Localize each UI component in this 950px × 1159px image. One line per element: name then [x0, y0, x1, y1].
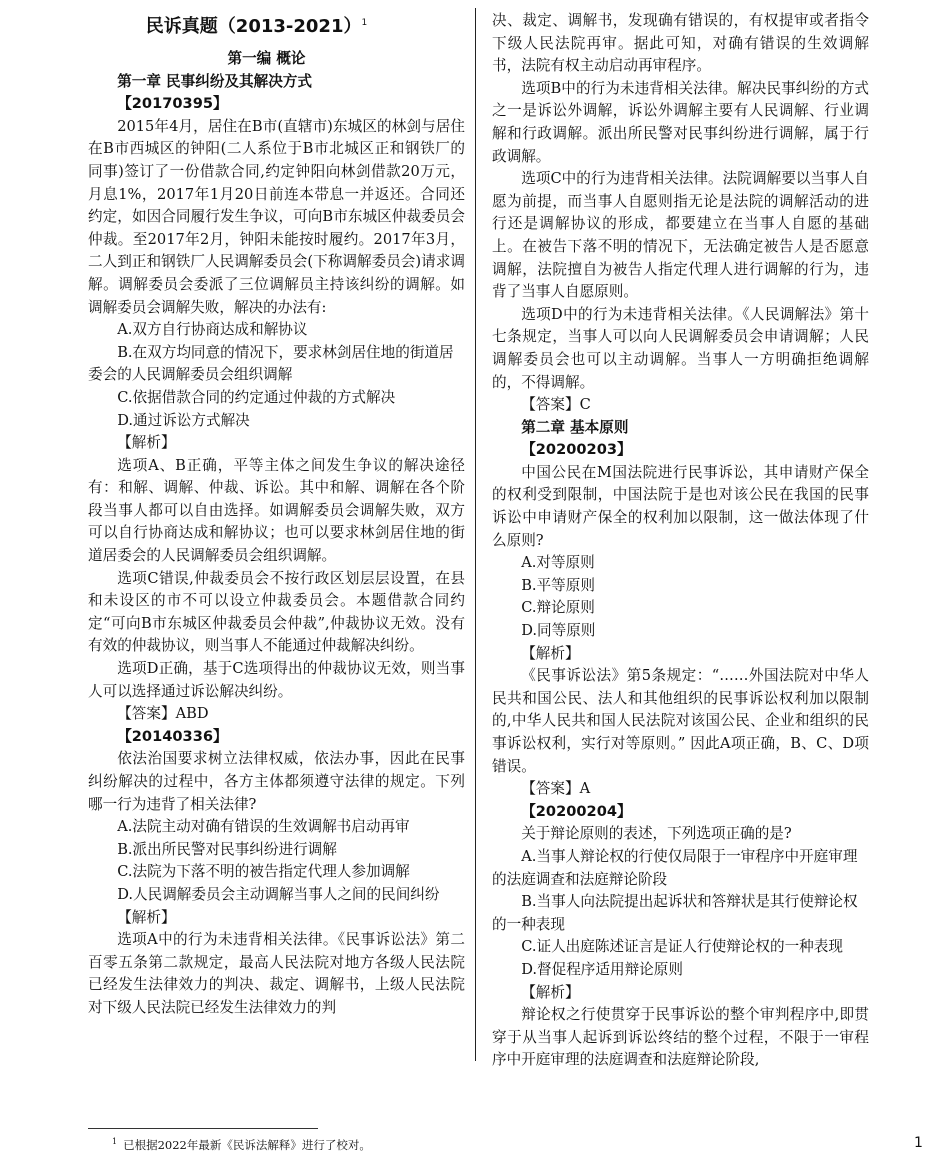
document-title: 民诉真题（2013-2021）$^1$	[145, 16, 368, 37]
option: A.双方自行协商达成和解协议	[117, 321, 308, 339]
left-column	[88, 10, 465, 1020]
analysis-paragraph: 选项D正确，基于C选项得出的仲裁协议无效，则当事人可以选择通过诉讼解决纠纷。	[88, 660, 465, 700]
analysis-paragraph: 《民事诉讼法》第5条规定：“……外国法院对中华人民共和国公民、法人和其他组织的民事诉讼权利加以限制的,中华人民共和国人民法院对该国公民、企业和组织的民事诉讼权利，实行对等原则。” 因此A项正确，B、C、D项错误。	[492, 667, 869, 775]
question-id: 【20200204】	[521, 802, 632, 820]
analysis-paragraph-continued: 决、裁定、调解书，发现确有错误的，有权提审或者指令下级人民法院再审。据此可知，对确有错误的生效调解书，法院有权主动启动再审程序。	[492, 12, 869, 75]
part-title: 第一编 概论	[227, 50, 306, 67]
analysis-label: 【解析】	[521, 644, 580, 662]
question-stem: 中国公民在M国法院进行民事诉讼，其申请财产保全的权利受到限制，中国法院于是也对该公民在我国的民事诉讼中申请财产保全的权利加以限制，这一做法体现了什么原则?	[492, 463, 869, 549]
option: D.人民调解委员会主动调解当事人之间的民间纠纷	[117, 885, 440, 903]
footnote-text: 已根据2022年最新《民诉法解释》进行了校对。	[123, 1137, 371, 1152]
option: C.法院为下落不明的被告指定代理人参加调解	[117, 863, 410, 881]
column-divider	[475, 8, 476, 1061]
answer: 【答案】C	[521, 396, 591, 414]
option: C.辩论原则	[521, 599, 595, 617]
analysis-paragraph: 选项D中的行为未违背相关法律。《人民调解法》第十七条规定，当事人可以向人民调解委员会申请调解；人民调解委员会也可以主动调解。当事人一方明确拒绝调解的，不得调解。	[492, 305, 869, 391]
option: A.对等原则	[521, 554, 595, 572]
option: B.派出所民警对民事纠纷进行调解	[117, 840, 337, 858]
analysis-label: 【解析】	[117, 908, 176, 926]
title-footnote-mark: 1	[361, 18, 368, 28]
analysis-label: 【解析】	[117, 434, 176, 452]
option: B.当事人向法院提出起诉状和答辩状是其行使辩论权的一种表现	[492, 893, 858, 933]
analysis-label: 【解析】	[521, 983, 580, 1001]
page-number: 1	[914, 1135, 923, 1151]
footnote-mark: 1	[112, 1137, 118, 1146]
question-stem: 关于辩论原则的表述，下列选项正确的是?	[521, 825, 792, 843]
answer: 【答案】ABD	[117, 705, 209, 723]
right-column	[492, 10, 869, 1072]
option: C.依据借款合同的约定通过仲裁的方式解决	[117, 388, 396, 406]
question-stem: 依法治国要求树立法律权威，依法办事，因此在民事纠纷解决的过程中，各方主体都须遵守法律的规定。下列哪一行为违背了相关法律?	[88, 750, 465, 813]
question-stem: 2015年4月，居住在B市(直辖市)东城区的林剑与居住在B市西城区的钟阳(二人系位于B市北城区正和钢铁厂的同事)签订了一份借款合同,约定钟阳向林剑借款20万元，月息1%，2017年1月20日前连本带息一并返还。合同还约定，如因合同履行发生争议，可向B市东城区仲裁委员会仲裁。至2017年2月，钟阳未能按时履约。2017年3月，二人到正和钢铁厂人民调解委员会(下称调解委员会)请求调解。调解委员会委派了三位调解员主持该纠纷的调解。如调解委员会调解失败，解决的办法有:	[88, 117, 465, 316]
analysis-paragraph: 选项A、B正确，平等主体之间发生争议的解决途径有：和解、调解、仲裁、诉讼。其中和解、调解在各个阶段当事人都可以自由选择。如调解委员会调解失败，双方可以自行协商达成和解协议；也可以要求林剑居住地的街道居委会的人民调解委员会组织调解。	[88, 456, 465, 565]
question-id: 【20200203】	[521, 441, 632, 459]
option: A.当事人辩论权的行使仅局限于一审程序中开庭审理的法庭调查和法庭辩论阶段	[492, 847, 858, 888]
question-id: 【20170395】	[117, 95, 228, 113]
question-id: 【20140336】	[117, 727, 228, 745]
option: D.同等原则	[521, 622, 596, 640]
chapter-title: 第二章 基本原则	[521, 418, 629, 436]
footnote	[112, 1134, 371, 1153]
option: D.督促程序适用辩论原则	[521, 960, 683, 978]
option: B.平等原则	[521, 576, 595, 594]
analysis-paragraph: 选项C中的行为违背相关法律。法院调解要以当事人自愿为前提，而当事人自愿则指无论是法院的调解活动的进行还是调解协议的形成，都要建立在当事人自愿的基础上。在被告下落不明的情况下，无法确定被告人是否愿意调解，法院擅自为被告人指定代理人进行调解的行为，违背了当事人自愿原则。	[492, 170, 869, 301]
answer: 【答案】A	[521, 780, 591, 798]
chapter-title: 第一章 民事纠纷及其解决方式	[117, 72, 312, 90]
analysis-paragraph: 选项A中的行为未违背相关法律。《民事诉讼法》第二百零五条第二款规定，最高人民法院对地方各级人民法院已经发生法律效力的判决、裁定、调解书，上级人民法院对下级人民法院已经发生法律效力的判	[88, 931, 465, 1016]
option: D.通过诉讼方式解决	[117, 411, 250, 429]
option: C.证人出庭陈述证言是证人行使辩论权的一种表现	[521, 938, 843, 956]
option: A.法院主动对确有错误的生效调解书启动再审	[117, 818, 410, 836]
footnote-rule	[88, 1128, 318, 1129]
analysis-paragraph: 选项C错误,仲裁委员会不按行政区划层层设置，在县和未设区的市不可以设立仲裁委员会。本题借款合同约定“可向B市东城区仲裁委员会仲裁”,仲裁协议无效。没有有效的仲裁协议，则当事人不能通过仲裁解决纠纷。	[88, 569, 465, 655]
option: B.在双方均同意的情况下，要求林剑居住地的街道居委会的人民调解委员会组织调解	[88, 343, 454, 384]
analysis-paragraph: 选项B中的行为未违背相关法律。解决民事纠纷的方式之一是诉讼外调解，诉讼外调解主要有人民调解、行业调解和行政调解。派出所民警对民事纠纷进行调解，属于行政调解。	[492, 79, 869, 165]
analysis-paragraph: 辩论权之行使贯穿于民事诉讼的整个审判程序中,即贯穿于从当事人起诉到诉讼终结的整个过程，不限于一审程序中开庭审理的法庭调查和法庭辩论阶段,	[492, 1006, 869, 1069]
